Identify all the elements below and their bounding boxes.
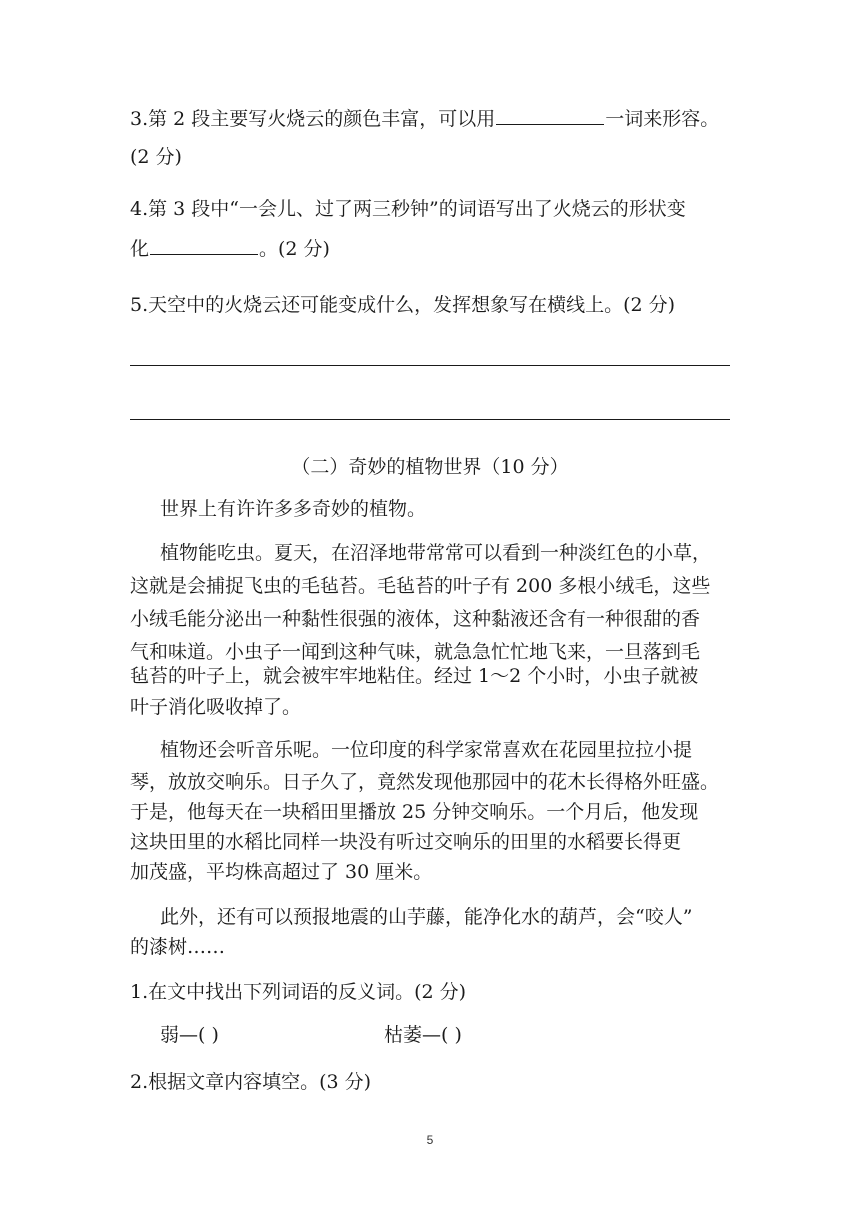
section-title: （二）奇妙的植物世界（10 分） (291, 456, 569, 478)
question-4-line1: 4.第 3 段中“一会儿、过了两三秒钟”的词语写出了火烧云的形状变 (130, 198, 686, 220)
paragraph-3-line: 植物还会听音乐呢。一位印度的科学家常喜欢在花园里拉拉小提 (160, 739, 693, 761)
question-4-text: 化 (130, 238, 150, 260)
paragraph-2-line: 这就是会捕捉飞虫的毛毡苔。毛毡苔的叶子有 200 多根小绒毛，这些 (130, 575, 711, 597)
paragraph-3-line: 琴，放放交响乐。日子久了，竟然发现他那园中的花木长得格外旺盛。 (130, 771, 720, 793)
paragraph-2-line: 植物能吃虫。夏天，在沼泽地带常常可以看到一种淡红色的小草， (160, 542, 712, 564)
question-3-score: (2 分) (130, 146, 182, 168)
page-number: 5 (426, 1133, 434, 1147)
question-5: 5.天空中的火烧云还可能变成什么，发挥想象写在横线上。(2 分) (130, 294, 676, 316)
paragraph-4-line: 此外，还有可以预报地震的山芋藤，能净化水的葫芦，会“咬人” (160, 906, 693, 928)
answer-line-1[interactable] (130, 365, 730, 366)
question-4-score: 。(2 分) (259, 238, 330, 260)
paragraph-3-line: 于是，他每天在一块稻田里播放 25 分钟交响乐。一个月后，他发现 (130, 801, 699, 823)
paragraph-2-line: 气和味道。小虫子一闻到这种气味，就急急忙忙地飞来，一旦落到毛 (130, 641, 701, 663)
question-3-blank[interactable] (496, 106, 604, 125)
paragraph-2-line: 叶子消化吸收掉了。 (130, 696, 302, 718)
paragraph-3-line: 加茂盛，平均株高超过了 30 厘米。 (130, 861, 433, 883)
antonym-item-1[interactable]: 弱—( ) (160, 1024, 219, 1046)
question-4-blank[interactable] (150, 236, 258, 255)
question-3 (130, 106, 730, 132)
paragraph-3-line: 这块田里的水稻比同样一块没有听过交响乐的田里的水稻要长得更 (130, 831, 682, 853)
question-3-text: 3.第 2 段主要写火烧云的颜色丰富，可以用 (130, 108, 496, 130)
paragraph-1: 世界上有许许多多奇妙的植物。 (160, 498, 427, 520)
paragraph-4-line: 的漆树…… (130, 936, 226, 958)
question-b1: 1.在文中找出下列词语的反义词。(2 分) (130, 981, 467, 1003)
answer-line-2[interactable] (130, 419, 730, 420)
question-4-line2 (130, 236, 730, 262)
question-b2: 2.根据文章内容填空。(3 分) (130, 1071, 372, 1093)
paragraph-2-line: 毡苔的叶子上，就会被牢牢地粘住。经过 1～2 个小时，小虫子就被 (130, 665, 699, 687)
paragraph-2-line: 小绒毛能分泌出一种黏性很强的液体，这种黏液还含有一种很甜的香 (130, 608, 701, 630)
question-3-text-after: 一词来形容。 (605, 108, 720, 130)
antonym-item-2[interactable]: 枯萎—( ) (384, 1024, 462, 1046)
